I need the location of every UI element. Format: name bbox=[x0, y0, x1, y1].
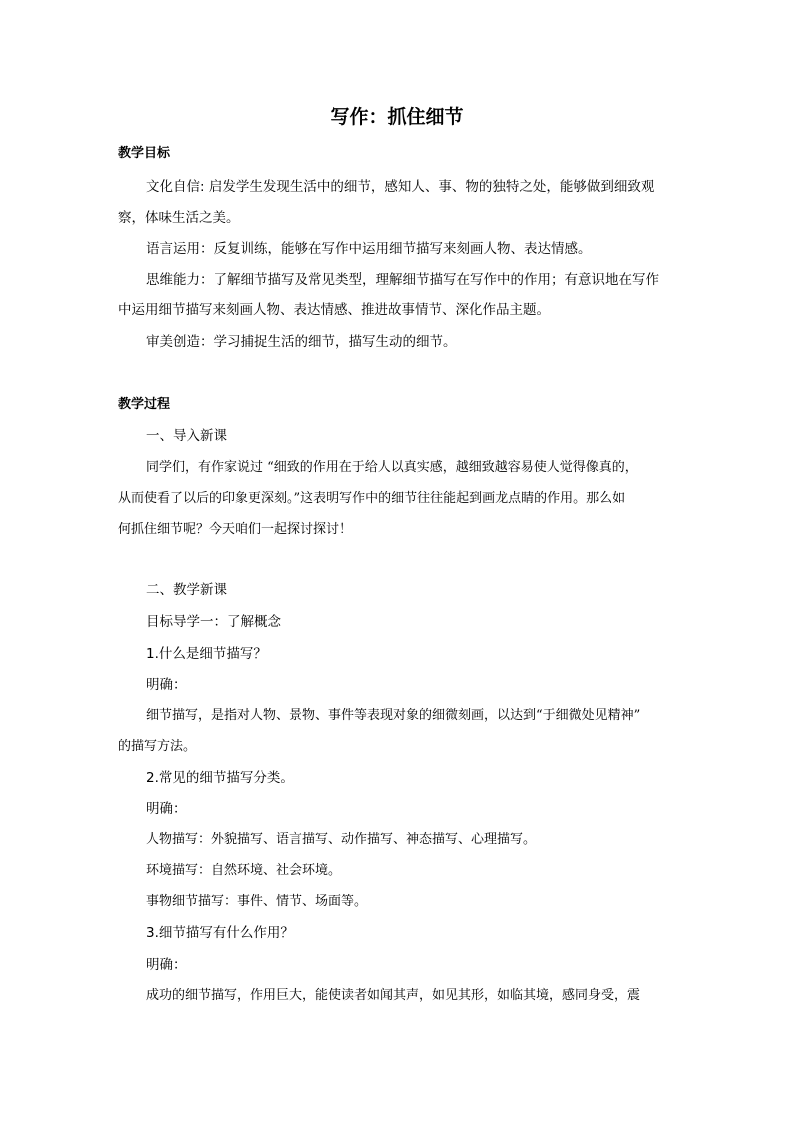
objective-language-line1: 语言运用：反复训练，能够在写作中运用细节描写来刻画人物、表达情感。 bbox=[146, 241, 592, 257]
intro-line3: 何抓住细节呢？今天咱们一起探讨探讨！ bbox=[118, 522, 353, 537]
objective-culture-line1: 文化自信: 启发学生发现生活中的细节，感知人、事、物的独特之处，能够做到细致观 bbox=[146, 179, 655, 195]
process-heading: 教学过程 bbox=[118, 397, 171, 412]
objective-thinking-line1: 思维能力：了解细节描写及常见类型，理解细节描写在写作中的作用；有意识地在写作 bbox=[146, 272, 659, 288]
answer-2-line3: 事物细节描写：事件、情节、场面等。 bbox=[146, 894, 368, 909]
objective-thinking-line2: 中运用细节描写来刻画人物、表达情感、推进故事情节、深化作品主题。 bbox=[118, 302, 550, 318]
objectives-heading: 教学目标 bbox=[118, 146, 171, 161]
question-1-label: 明确： bbox=[146, 677, 187, 693]
objective-culture-line2: 察，体味生活之美。 bbox=[118, 210, 240, 226]
answer-2-line2: 环境描写：自然环境、社会环境。 bbox=[146, 863, 342, 878]
part2-heading: 二、教学新课 bbox=[146, 582, 227, 598]
question-1: 1.什么是细节描写？ bbox=[146, 646, 267, 662]
answer-1-line1: 细节描写，是指对人物、景物、事件等表现对象的细微刻画，以达到“于细微处见精神” bbox=[146, 708, 641, 723]
document-title: 写作：抓住细节 bbox=[330, 106, 464, 128]
answer-2-line1: 人物描写：外貌描写、语言描写、动作描写、神态描写、心理描写。 bbox=[146, 832, 537, 847]
question-2: 2.常见的细节描写分类。 bbox=[146, 770, 294, 786]
answer-3-line1: 成功的细节描写，作用巨大，能使读者如闻其声，如见其形，如临其境，感同身受，震 bbox=[146, 988, 641, 1003]
part1-heading: 一、导入新课 bbox=[146, 428, 227, 444]
question-2-label: 明确： bbox=[146, 801, 187, 817]
goal-heading: 目标导学一：了解概念 bbox=[146, 614, 281, 630]
intro-line1: 同学们，有作家说过 “细致的作用在于给人以真实感，越细致越容易使人觉得像真的， bbox=[146, 460, 638, 475]
question-3: 3.细节描写有什么作用？ bbox=[146, 925, 294, 941]
intro-line2: 从而使看了以后的印象更深刻。”这表明写作中的细节往往能起到画龙点睛的作用。那么如 bbox=[118, 491, 626, 506]
objective-aesthetic-line1: 审美创造：学习捕捉生活的细节，描写生动的细节。 bbox=[146, 334, 457, 350]
question-3-label: 明确： bbox=[146, 957, 187, 973]
answer-1-line2: 的描写方法。 bbox=[118, 739, 197, 754]
